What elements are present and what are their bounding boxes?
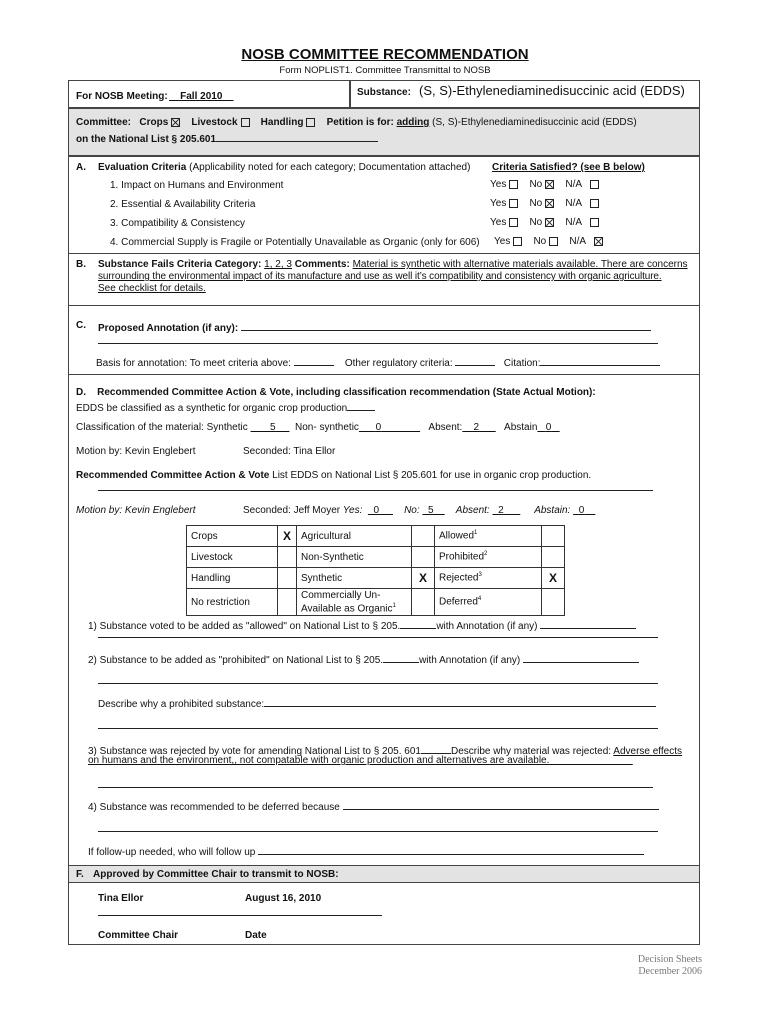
footer-line1: Decision Sheets xyxy=(637,954,702,965)
criterion-3-no[interactable] xyxy=(545,218,554,227)
grid-mark-crops[interactable]: X xyxy=(278,526,297,547)
criterion-2-yes[interactable] xyxy=(509,199,518,208)
annotation-blank-line[interactable] xyxy=(98,343,658,344)
criterion-2-na[interactable] xyxy=(590,199,599,208)
section-d-heading: D. Recommended Committee Action & Vote, including classification recommendation (State Actual Motion): xyxy=(76,387,596,398)
grid-mark-commercially-unavailable[interactable] xyxy=(412,589,435,616)
follow-up: If follow-up needed, who will follow up xyxy=(88,844,644,858)
grid-cell: Deferred$^4$ xyxy=(435,589,542,616)
section-b-line1: Substance Fails Criteria Category: 1, 2, 3 Comments: Material is synthetic with alternative materials available. There are concerns xyxy=(98,259,688,270)
grid-row xyxy=(187,526,565,547)
crops-checkbox[interactable] xyxy=(171,118,180,127)
motion-text: EDDS be classified as a synthetic for organic crop production xyxy=(76,400,375,414)
describe-blank-line[interactable] xyxy=(98,728,658,729)
grid-row xyxy=(187,547,565,568)
meeting-label: For NOSB Meeting: xyxy=(76,91,168,102)
motion2-votes: Seconded: Jeff Moyer Yes: 0 No: 5 Absent: 2 Abstain: 0 xyxy=(243,505,585,516)
meeting-value: Fall 2010 xyxy=(180,91,223,102)
livestock-checkbox[interactable] xyxy=(241,118,250,127)
committee-label: Committee: xyxy=(76,117,132,128)
approval-date: August 16, 2010 xyxy=(245,893,322,904)
criterion-1-answers: Yes No N/A xyxy=(490,179,599,190)
classification-line: Classification of the material: Synthetic 5 Non- synthetic 0 Absent: 2 Abstain 0 xyxy=(76,422,552,433)
outcome-deferred: 4) Substance was recommended to be deferred because xyxy=(88,799,659,813)
committee-line xyxy=(76,117,637,128)
section-f-letter: F. xyxy=(76,869,84,880)
grid-mark-handling[interactable] xyxy=(278,568,297,589)
criterion-3-answers: Yes No N/A xyxy=(490,217,599,228)
annotation-basis-line: Basis for annotation: To meet criteria above: Other regulatory criteria: Citation: xyxy=(96,355,660,369)
grid-cell: Allowed$^1$ xyxy=(435,526,542,547)
motion2-by: Motion by: Kevin Englebert xyxy=(76,505,196,516)
national-list-line: on the National List § 205.601 xyxy=(76,131,378,145)
allowed-blank-line[interactable] xyxy=(98,637,658,638)
grid-mark-synthetic[interactable]: X xyxy=(412,568,435,589)
criterion-3: 3. Compatibility & Consistency xyxy=(110,218,246,229)
grid-cell: Handling xyxy=(187,568,278,589)
grid-mark-allowed[interactable] xyxy=(542,526,565,547)
petition-action: adding xyxy=(396,117,430,128)
grid-cell: Non-Synthetic xyxy=(297,547,412,568)
section-a-letter: A. xyxy=(76,162,86,173)
grid-mark-non-synthetic[interactable] xyxy=(412,547,435,568)
action-blank-line[interactable] xyxy=(98,490,653,491)
grid-cell: Commercially Un- Available as Organic$^1$ xyxy=(297,589,412,616)
criterion-1-no[interactable] xyxy=(545,180,554,189)
signature-line[interactable] xyxy=(98,915,382,916)
substance-box xyxy=(350,80,700,108)
grid-mark-agricultural[interactable] xyxy=(412,526,435,547)
grid-cell: Rejected$^3$ xyxy=(435,568,542,589)
grid-cell: Livestock xyxy=(187,547,278,568)
rejected-blank-line[interactable] xyxy=(98,787,653,788)
grid-mark-livestock[interactable] xyxy=(278,547,297,568)
chair-name: Tina Ellor xyxy=(98,893,144,904)
criterion-1-yes[interactable] xyxy=(509,180,518,189)
criterion-4-answers: Yes No N/A xyxy=(494,236,603,247)
outcome-prohibited: 2) Substance to be added as "prohibited" on National List to § 205. with Annotation (if any) xyxy=(88,652,639,666)
meeting-box xyxy=(68,80,350,108)
form-subtitle: Form NOPLIST1. Committee Transmittal to NOSB xyxy=(279,65,491,76)
classification-grid xyxy=(186,525,565,616)
rejected-reason: on humans and the environment,, not compatable with organic production and alternatives are available. xyxy=(88,755,550,766)
handling-checkbox[interactable] xyxy=(306,118,315,127)
divider-a-b xyxy=(68,253,700,254)
form-title: NOSB COMMITTEE RECOMMENDATION xyxy=(241,46,529,63)
section-f-heading: Approved by Committee Chair to transmit to NOSB: xyxy=(93,869,339,880)
describe-prohibited: Describe why a prohibited substance: xyxy=(98,696,656,710)
section-b-line3: See checklist for details. xyxy=(98,283,206,294)
outcome-allowed: 1) Substance voted to be added as "allowed" on National List to § 205. with Annotation (if any) xyxy=(88,618,636,632)
committee-box xyxy=(68,108,700,156)
action-line: Recommended Committee Action & Vote List EDDS on National List § 205.601 for use in organic crop production. xyxy=(76,470,592,481)
grid-mark-no-restriction[interactable] xyxy=(278,589,297,616)
section-b-line2: surrounding the environmental impact of its manufacture and use as well it’s compatibility and consistency with organic agriculture. xyxy=(98,271,662,282)
criterion-4: 4. Commercial Supply is Fragile or Potentially Unavailable as Organic (only for 606) xyxy=(110,237,480,248)
footer-line2: December 2006 xyxy=(638,966,702,977)
divider-b-c xyxy=(68,305,700,306)
deferred-blank-line[interactable] xyxy=(98,831,658,832)
grid-mark-rejected[interactable]: X xyxy=(542,568,565,589)
petition-text: (S, S)-Ethylenediaminedisuccinic acid (EDDS) xyxy=(432,117,637,128)
grid-row xyxy=(187,589,565,616)
committee-option-crops[interactable]: Crops xyxy=(139,117,180,128)
grid-cell: Crops xyxy=(187,526,278,547)
criterion-4-no[interactable] xyxy=(549,237,558,246)
grid-row xyxy=(187,568,565,589)
criterion-2-no[interactable] xyxy=(545,199,554,208)
committee-option-livestock[interactable]: Livestock xyxy=(191,117,249,128)
petition-prefix: Petition is for: xyxy=(326,117,394,128)
grid-mark-prohibited[interactable] xyxy=(542,547,565,568)
committee-option-handling[interactable]: Handling xyxy=(261,117,316,128)
criteria-header: Criteria Satisfied? (see B below) xyxy=(492,162,645,173)
motion1-by: Motion by: Kevin Englebert xyxy=(76,446,196,457)
criterion-2: 2. Essential & Availability Criteria xyxy=(110,199,256,210)
section-c-heading-line: Proposed Annotation (if any): xyxy=(98,320,651,334)
substance-label: Substance: xyxy=(357,87,411,98)
criterion-1: 1. Impact on Humans and Environment xyxy=(110,180,284,191)
section-b-letter: B. xyxy=(76,259,86,270)
grid-mark-deferred[interactable] xyxy=(542,589,565,616)
substance-value: (S, S)-Ethylenediaminedisuccinic acid (EDDS) xyxy=(419,83,685,98)
section-a-heading: Evaluation Criteria (Applicability noted for each category; Documentation attached) xyxy=(98,162,471,173)
prohibited-blank-line[interactable] xyxy=(98,683,658,684)
criterion-3-yes[interactable] xyxy=(509,218,518,227)
outcome-rejected: 3) Substance was rejected by vote for amending National List to § 205. 601 Describe why material was rejected: Adverse effects xyxy=(88,743,682,757)
motion1-seconded: Seconded: Tina Ellor xyxy=(243,446,336,457)
criterion-1-na[interactable] xyxy=(590,180,599,189)
section-f-header xyxy=(68,865,700,883)
section-c-letter: C. xyxy=(76,320,86,331)
grid-cell: Synthetic xyxy=(297,568,412,589)
criterion-2-answers: Yes No N/A xyxy=(490,198,599,209)
grid-cell: No restriction xyxy=(187,589,278,616)
criterion-4-yes[interactable] xyxy=(513,237,522,246)
divider-c-d xyxy=(68,374,700,375)
grid-cell: Agricultural xyxy=(297,526,412,547)
criterion-3-na[interactable] xyxy=(590,218,599,227)
date-label: Date xyxy=(245,930,267,941)
chair-label: Committee Chair xyxy=(98,930,179,941)
grid-cell: Prohibited$^2$ xyxy=(435,547,542,568)
criterion-4-na[interactable] xyxy=(594,237,603,246)
